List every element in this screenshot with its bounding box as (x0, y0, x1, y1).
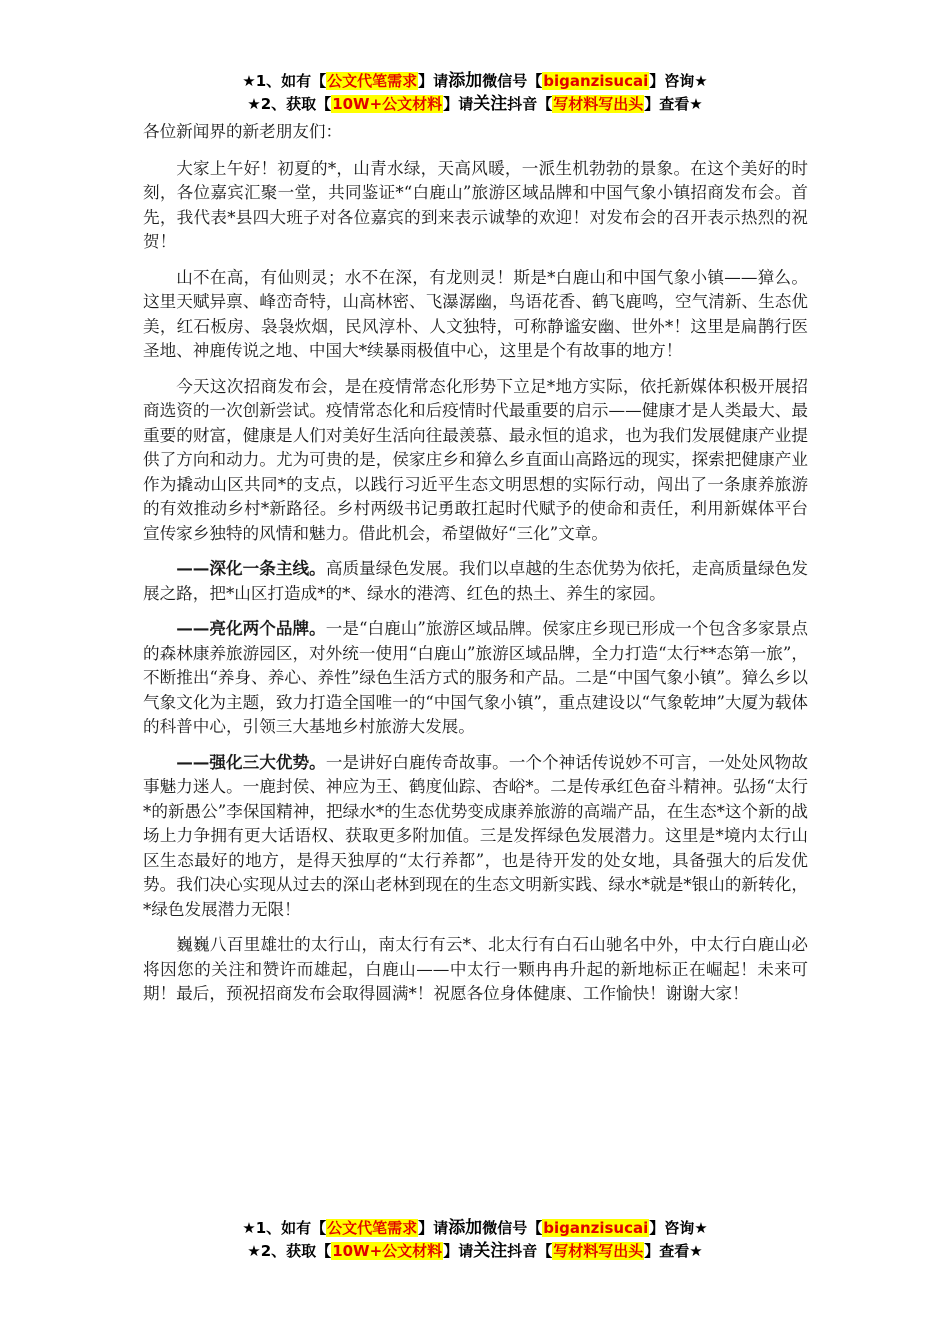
paragraph-3: 今天这次招商发布会，是在疫情常态化形势下立足*地方实际，依托新媒体积极开展招商选资的一次创新尝试。疫情常态化和后疫情时代最重要的启示——健康才是人类最大、最重要的财富，健康是人们对美好生活向往最羡慕、最永恒的追求，也为我们发展健康产业提供了方向和动力。尤为可贵的是，侯家庄乡和獐么乡直面山高路远的现实，探索把健康产业作为撬动山区共同*的支点，以践行习近平生态文明思想的实际行动，闯出了一条康养旅游的有效推动乡村*新路径。乡村两级书记勇敢扛起时代赋予的使命和责任，利用新媒体平台宣传家乡独特的风情和魅力。借此机会，希望做好“三化”文章。 (143, 376, 808, 543)
paragraph-2: 山不在高，有仙则灵；水不在深，有龙则灵！斯是*白鹿山和中国气象小镇——獐么。这里天赋异禀、峰峦奇特，山高林密、飞瀑潺幽，鸟语花香、鹤飞鹿鸣，空气清新、生态优美，红石板房、袅袅炊烟，民风淳朴、人文独特，可称静谧安幽、世外*！这里是扁鹊行医圣地、神鹿传说之地、中国大*续暴雨极值中心，这里是个有故事的地方！ (143, 267, 808, 360)
banner-text: 】咨询★ (649, 72, 708, 90)
banner-text: ★1、如有【 (242, 1219, 327, 1237)
paragraph-6 (143, 751, 808, 923)
banner-text: 抖音【 (507, 1242, 553, 1260)
paragraph-5 (143, 617, 808, 740)
highlight-text: 公文代笔需求 (327, 1219, 418, 1237)
paragraph-4 (143, 557, 808, 606)
emphasis-text: 关注 (473, 1241, 508, 1261)
banner-text: 微信号【 (482, 72, 543, 90)
footer-banner (0, 1217, 950, 1263)
wechat-id-highlight: biganzisucai (543, 1219, 649, 1237)
highlight-text: 10W+公文材料 (332, 1242, 443, 1260)
section-heading-2: ——亮化两个品牌。 (176, 619, 326, 638)
banner-text: 】咨询★ (649, 1219, 708, 1237)
section-heading-1: ——深化一条主线。 (176, 559, 326, 578)
paragraph-1: 大家上午好！初夏的*，山青水绿，天高风暖，一派生机勃勃的景象。在这个美好的时刻，各位嘉宾汇聚一堂，共同鉴证*“白鹿山”旅游区域品牌和中国气象小镇招商发布会。首先，我代表*县四大班子对各位嘉宾的到来表示诚挚的欢迎！对发布会的召开表示热烈的祝贺！ (143, 158, 808, 251)
banner-text: 微信号【 (482, 1219, 543, 1237)
banner-text: 】查看★ (644, 95, 703, 113)
banner-line-1 (0, 1217, 950, 1240)
paragraph-4-text: 高质量绿色发展。我们以卓越的生态优势为依托，走高质量绿色发展之路，把*山区打造成*的*、绿水的港湾、红色的热土、养生的家园。 (143, 559, 809, 603)
paragraph-7: 巍巍八百里雄壮的太行山，南太行有云*、北太行有白石山驰名中外，中太行白鹿山必将因您的关注和赞许而雄起，白鹿山——中太行一颗冉冉升起的新地标正在崛起！未来可期！最后，预祝招商发布会取得圆满*！祝愿各位身体健康、工作愉快！谢谢大家！ (143, 935, 808, 1003)
paragraph-6-text: 一是讲好白鹿传奇故事。一个个神话传说妙不可言，一处处风物故事魅力迷人。一鹿封侯、神应为王、鹤度仙踪、杏峪*。二是传承红色奋斗精神。弘扬“太行*的新愚公”李保国精神，把绿水*的生态优势变成康养旅游的高端产品，在生态*这个新的战场上力争拥有更大话语权、获取更多附加值。三是发挥绿色发展潜力。这里是*境内太行山区生态最好的地方，是得天独厚的“太行养都”，也是待开发的处女地，具备强大的后发优势。我们决心实现从过去的深山老林到现在的生态文明新实践、绿水*就是*银山的新转化，*绿色发展潜力无限！ (143, 752, 809, 919)
banner-text: 】请 (443, 1242, 474, 1260)
banner-line-2 (0, 93, 950, 116)
speech-body (143, 120, 808, 1018)
banner-line-1 (0, 70, 950, 93)
paragraph-5-text: 一是“白鹿山”旅游区域品牌。侯家庄乡现已形成一个包含多家景点的森林康养旅游园区，对外统一使用“白鹿山”旅游区域品牌，全力打造“太行**态第一旅”，不断推出“养身、养心、养性”绿色生活方式的服务和产品。二是“中国气象小镇”。獐么乡以气象文化为主题，致力打造全国唯一的“中国气象小镇”，重点建设以“气象乾坤”大厦为载体的科普中心，引领三大基地乡村旅游大发展。 (143, 619, 809, 736)
emphasis-text: 添加 (448, 1218, 483, 1238)
emphasis-text: 添加 (448, 71, 483, 91)
header-banner (0, 70, 950, 116)
banner-line-2 (0, 1240, 950, 1263)
greeting: 各位新闻界的新老朋友们： (143, 122, 343, 141)
section-heading-3: ——强化三大优势。 (176, 752, 326, 772)
banner-text: 】请 (443, 95, 474, 113)
douyin-highlight: 写材料写出头 (553, 1242, 644, 1260)
banner-text: ★2、获取【 (247, 95, 332, 113)
banner-text: ★1、如有【 (242, 72, 327, 90)
douyin-highlight: 写材料写出头 (553, 95, 644, 113)
highlight-text: 公文代笔需求 (327, 72, 418, 90)
wechat-id-highlight: biganzisucai (543, 72, 649, 90)
banner-text: ★2、获取【 (247, 1242, 332, 1260)
banner-text: 】查看★ (644, 1242, 703, 1260)
banner-text: 】请 (418, 1219, 449, 1237)
emphasis-text: 关注 (473, 94, 508, 114)
highlight-text: 10W+公文材料 (332, 95, 443, 113)
banner-text: 抖音【 (507, 95, 553, 113)
banner-text: 】请 (418, 72, 449, 90)
